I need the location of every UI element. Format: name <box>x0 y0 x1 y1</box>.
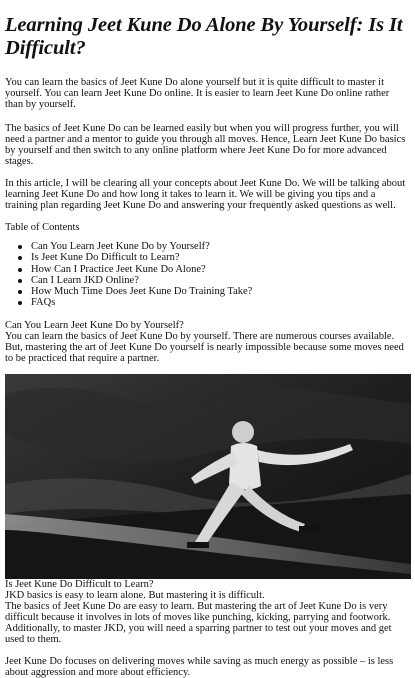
section-1-body: You can learn the basics of Jeet Kune Do by yourself. There are numerous courses available. But, mastering the art of Jeet Kune Do yourself is nearly impossible because some moves need to be practiced that require a partner. <box>5 331 404 364</box>
toc-item[interactable] <box>31 286 409 297</box>
toc-item[interactable] <box>31 264 409 275</box>
toc-link[interactable]: Is Jeet Kune Do Difficult to Learn? <box>31 252 180 264</box>
article-title: Learning Jeet Kune Do Alone By Yourself: Is It Difficult? <box>5 14 403 59</box>
toc-link[interactable]: FAQs <box>31 297 56 309</box>
toc-item[interactable] <box>31 241 409 252</box>
toc-item[interactable] <box>31 275 409 286</box>
bullet-icon <box>18 256 22 260</box>
toc-link[interactable]: How Can I Practice Jeet Kune Do Alone? <box>31 263 206 275</box>
bullet-icon <box>18 268 22 272</box>
toc-heading: Table of Contents <box>5 222 80 233</box>
toc-item[interactable] <box>31 252 409 263</box>
bullet-icon <box>18 301 22 305</box>
bullet-icon <box>18 279 22 283</box>
toc-link[interactable]: Can I Learn JKD Online? <box>31 274 139 286</box>
toc-link[interactable]: Can You Learn Jeet Kune Do by Yourself? <box>31 241 210 252</box>
section-2-heading: Is Jeet Kune Do Difficult to Learn? <box>5 579 154 590</box>
toc-item[interactable] <box>31 297 409 308</box>
bullet-icon <box>18 290 22 294</box>
section-2-line-1: JKD basics is easy to learn alone. But mastering it is difficult. <box>5 590 265 601</box>
intro-paragraph-1: You can learn the basics of Jeet Kune Do alone yourself but it is quite difficult to master it yourself. You can learn Jeet Kune Do online. It is easier to learn Jeet Kune Do online rather than by yourself. <box>5 77 390 110</box>
bullet-icon <box>18 245 22 249</box>
intro-paragraph-2: The basics of Jeet Kune Do can be learned easily but when you will progress further, you will need a partner and a mentor to guide you through all moves. Hence, Learn Jeet Kune Do basics by yourself and then switch to any online platform where Jeet Kune Do for more advanced stages. <box>5 123 406 167</box>
table-of-contents <box>5 241 409 309</box>
section-2-body-2: Jeet Kune Do focuses on delivering moves while saving as much energy as possible – is less about aggression and more about efficiency. <box>5 656 394 678</box>
martial-artist-photo <box>5 374 411 579</box>
section-1-heading: Can You Learn Jeet Kune Do by Yourself? <box>5 320 184 331</box>
section-2-body: The basics of Jeet Kune Do are easy to learn. But mastering the art of Jeet Kune Do is very difficult because it involves in lots of moves like punching, kicking, parrying and footwork. Additionally, to master JKD, you will need a sparring partner to test out your moves and get used to them. <box>5 601 392 645</box>
toc-link[interactable]: How Much Time Does Jeet Kune Do Training Take? <box>31 286 253 298</box>
intro-paragraph-3: In this article, I will be clearing all your concepts about Jeet Kune Do. We will be talking about learning Jeet Kune Do and how long it takes to learn it. We will be giving you tips and a training plan regarding Jeet Kune Do and answering your frequently asked questions as well. <box>5 178 406 211</box>
